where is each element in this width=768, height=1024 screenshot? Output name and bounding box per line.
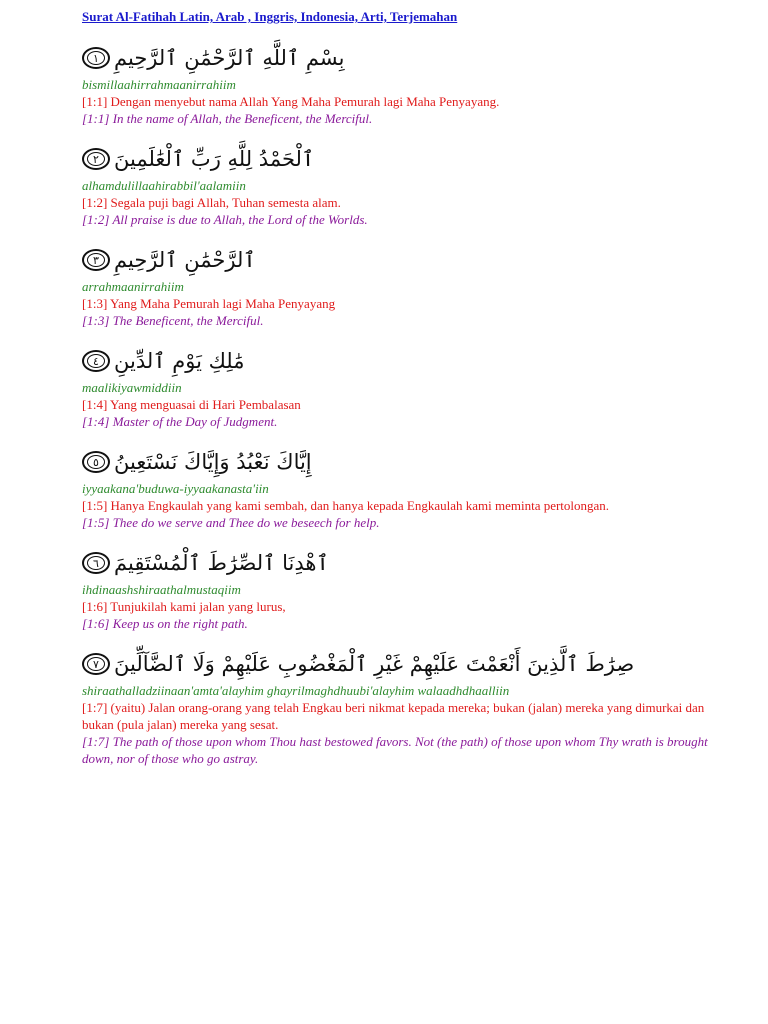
english-translation: [1:6] Keep us on the right path.	[82, 616, 248, 631]
arabic-verse-text: ٱهْدِنَا ٱلصِّرَٰطَ ٱلْمُسْتَقِيمَ	[114, 551, 329, 575]
arabic-line	[82, 244, 732, 276]
english-translation: [1:5] Thee do we serve and Thee do we beseech for help.	[82, 515, 380, 530]
verse-6	[82, 547, 732, 632]
english-translation: [1:3] The Beneficent, the Merciful.	[82, 313, 264, 328]
arabic-line	[82, 648, 732, 680]
ayah-number-marker: ٥	[82, 451, 110, 473]
arabic-verse-text: مَٰلِكِ يَوْمِ ٱلدِّينِ	[114, 349, 245, 373]
ayah-number-marker: ٢	[82, 148, 110, 170]
arabic-line	[82, 42, 732, 74]
verse-7	[82, 648, 732, 767]
indonesian-translation: [1:7] (yaitu) Jalan orang-orang yang telah Engkau beri nikmat kepada mereka; bukan (jalan) mereka yang dimurkai dan bukan (pula jalan) mereka yang sesat.	[82, 700, 705, 732]
arabic-line	[82, 143, 732, 175]
arabic-line	[82, 345, 732, 377]
verse-4	[82, 345, 732, 430]
arabic-verse-text: بِسْمِ ٱللَّهِ ٱلرَّحْمَٰنِ ٱلرَّحِيمِ	[114, 46, 345, 70]
indonesian-translation: [1:5] Hanya Engkaulah yang kami sembah, dan hanya kepada Engkaulah kami meminta pertolongan.	[82, 498, 610, 513]
latin-transliteration: maalikiyawmiddiin	[82, 380, 182, 395]
arabic-line	[82, 547, 732, 579]
document-title[interactable]: Surat Al-Fatihah Latin, Arab , Inggris, Indonesia, Arti, Terjemahan	[82, 9, 458, 24]
ayah-number-marker: ٣	[82, 249, 110, 271]
indonesian-translation: [1:6] Tunjukilah kami jalan yang lurus,	[82, 599, 286, 614]
indonesian-translation: [1:4] Yang menguasai di Hari Pembalasan	[82, 397, 301, 412]
verse-1	[82, 42, 732, 127]
verse-2	[82, 143, 732, 228]
english-translation: [1:2] All praise is due to Allah, the Lord of the Worlds.	[82, 212, 368, 227]
ayah-number-marker: ٤	[82, 350, 110, 372]
latin-transliteration: iyyaakana'buduwa-iyyaakanasta'iin	[82, 481, 269, 496]
english-translation: [1:7] The path of those upon whom Thou hast bestowed favors. Not (the path) of those upon whom Thy wrath is brought down, nor of those who go astray.	[82, 734, 708, 766]
ayah-number-marker: ٦	[82, 552, 110, 574]
verse-5	[82, 446, 732, 531]
ayah-number-marker: ٧	[82, 653, 110, 675]
english-translation: [1:4] Master of the Day of Judgment.	[82, 414, 278, 429]
verse-3	[82, 244, 732, 329]
document-page	[82, 8, 732, 783]
arabic-verse-text: ٱلْحَمْدُ لِلَّهِ رَبِّ ٱلْعَٰلَمِينَ	[114, 147, 315, 171]
latin-transliteration: bismillaahirrahmaanirrahiim	[82, 77, 236, 92]
english-translation: [1:1] In the name of Allah, the Beneficent, the Merciful.	[82, 111, 373, 126]
indonesian-translation: [1:3] Yang Maha Pemurah lagi Maha Penyayang	[82, 296, 336, 311]
latin-transliteration: ihdinaashshiraathalmustaqiim	[82, 582, 241, 597]
indonesian-translation: [1:2] Segala puji bagi Allah, Tuhan semesta alam.	[82, 195, 341, 210]
arabic-line	[82, 446, 732, 478]
arabic-verse-text: صِرَٰطَ ٱلَّذِينَ أَنْعَمْتَ عَلَيْهِمْ غَيْرِ ٱلْمَغْضُوبِ عَلَيْهِمْ وَلَا ٱلضَّآلِّينَ	[114, 652, 635, 676]
ayah-number-marker: ١	[82, 47, 110, 69]
latin-transliteration: arrahmaanirrahiim	[82, 279, 184, 294]
latin-transliteration: alhamdulillaahirabbil'aalamiin	[82, 178, 246, 193]
indonesian-translation: [1:1] Dengan menyebut nama Allah Yang Maha Pemurah lagi Maha Penyayang.	[82, 94, 500, 109]
arabic-verse-text: ٱلرَّحْمَٰنِ ٱلرَّحِيمِ	[114, 248, 256, 272]
latin-transliteration: shiraathalladziinaan'amta'alayhim ghayrilmaghdhuubi'alayhim walaadhdhaalliin	[82, 683, 510, 698]
arabic-verse-text: إِيَّاكَ نَعْبُدُ وَإِيَّاكَ نَسْتَعِينُ	[114, 450, 312, 474]
